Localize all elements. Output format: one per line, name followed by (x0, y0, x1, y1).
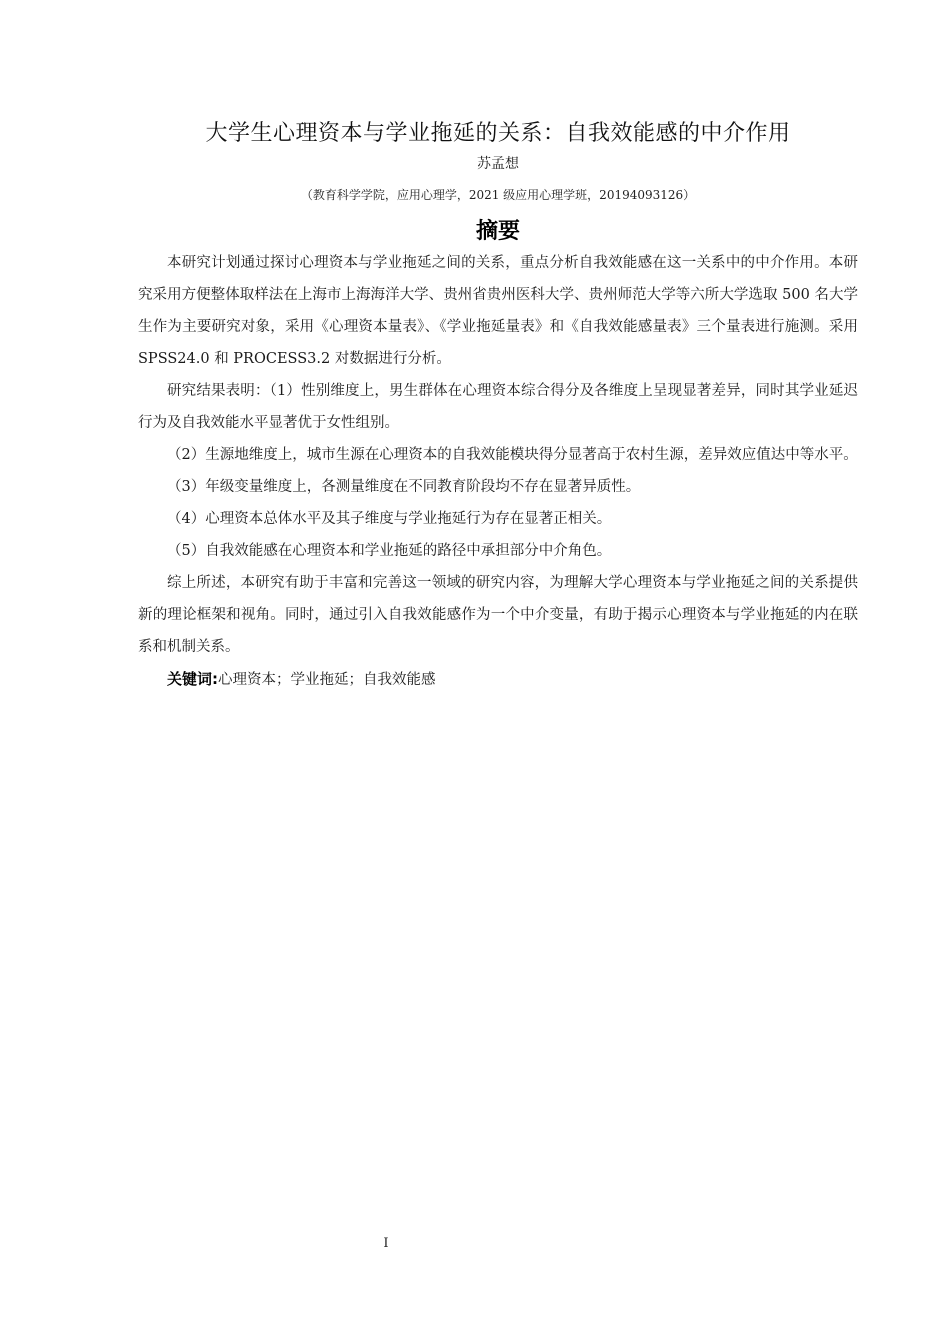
abstract-body (138, 247, 858, 696)
abstract-paragraph: 本研究计划通过探讨心理资本与学业拖延之间的关系，重点分析自我效能感在这一关系中的中介作用。本研究采用方便整体取样法在上海市上海海洋大学、贵州省贵州医科大学、贵州师范大学等六所大学选取 500 名大学生作为主要研究对象，采用《心理资本量表》、《学业拖延量表》和《自我效能感量表》三个量表进行施测。采用 SPSS24.0 和 PROCESS3.2 对数据进行分析。 (138, 255, 858, 367)
keywords-text: 心理资本；学业拖延；自我效能感 (218, 672, 436, 688)
author-affiliation: （教育科学学院，应用心理学，2021 级应用心理学班，20194093126） (300, 188, 696, 202)
paper-title: 大学生心理资本与学业拖延的关系：自我效能感的中介作用 (205, 121, 791, 146)
keywords-line (138, 663, 858, 696)
abstract-paragraph: （3）年级变量维度上，各测量维度在不同教育阶段均不存在显著异质性。 (167, 479, 641, 495)
abstract-paragraph: （5）自我效能感在心理资本和学业拖延的路径中承担部分中介角色。 (167, 543, 612, 559)
page-number: I (383, 1236, 389, 1251)
author-name: 苏孟想 (477, 156, 519, 172)
abstract-paragraph: 综上所述，本研究有助于丰富和完善这一领域的研究内容，为理解大学心理资本与学业拖延之间的关系提供新的理论框架和视角。同时，通过引入自我效能感作为一个中介变量，有助于揭示心理资本与学业拖延的内在联系和机制关系。 (138, 575, 858, 655)
abstract-paragraph: （4）心理资本总体水平及其子维度与学业拖延行为存在显著正相关。 (167, 511, 612, 527)
abstract-heading: 摘要 (475, 219, 520, 244)
abstract-paragraph: 研究结果表明：（1）性别维度上，男生群体在心理资本综合得分及各维度上呈现显著差异，同时其学业延迟行为及自我效能水平显著优于女性组别。 (138, 383, 858, 431)
keywords-label: 关键词: (167, 670, 218, 688)
abstract-paragraph: （2）生源地维度上，城市生源在心理资本的自我效能模块得分显著高于农村生源，差异效应值达中等水平。 (167, 447, 858, 463)
